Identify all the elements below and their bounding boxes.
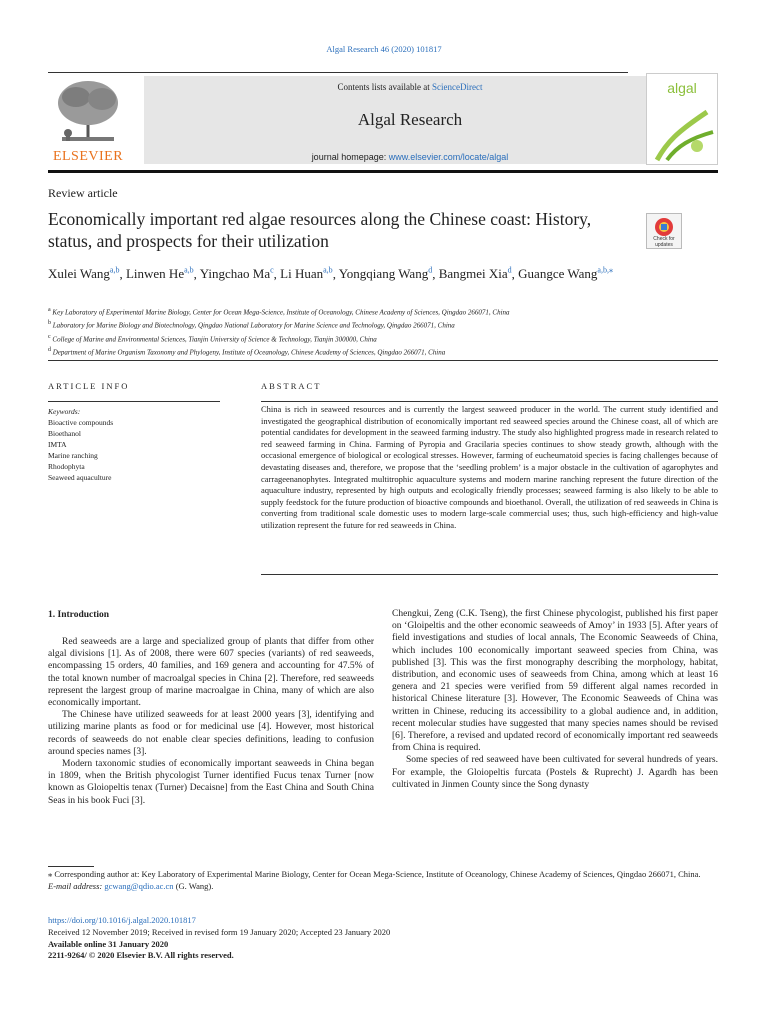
journal-title: Algal Research	[357, 110, 463, 129]
received-dates: Received 12 November 2019; Received in revised form 19 January 2020; Accepted 23 January 2020	[48, 926, 391, 937]
contents-prefix: Contents lists available at	[337, 82, 432, 92]
affiliation: $^a$ Key Laboratory of Experimental Marine Biology, Center for Ocean Mega-Science, Institute of Oceanology, Chinese Academy of Sciences, Qingdao 266071, China	[48, 307, 510, 317]
paragraph: The Chinese have utilized seaweeds for at least 2000 years [3], identifying and utilizing marine plants as food or for medicinal use [4]. However, most historical records of seaweeds do not enable clear species definitions, leading to confusion around species names [3].	[48, 710, 374, 757]
affiliation: $^d$ Department of Marine Organism Taxonomy and Phylogeny, Institute of Oceanology, Chinese Academy of Sciences, Qingdao 266071, China	[48, 346, 446, 357]
crossmark-label: Check for updates	[653, 236, 675, 248]
contents-available-line	[144, 82, 676, 92]
footnote	[48, 869, 718, 892]
body-column-left	[48, 636, 374, 807]
email-line	[48, 881, 718, 893]
paragraph: Chengkui, Zeng (C.K. Tseng), the first Chinese phycologist, published his first paper on ‘Gloipeltis and the other economic seaweeds of Amoy’ in 1933 [5]. After years of field investigations and studies of local annals, The Economic Seaweeds of China, which includes 100 economically important seaweed species from China, was published [3]. This was the first monography describing the morphology, habitat, distribution, and economic uses of seaweeds from China, among which at least 16 genera and 21 species were verified from 59 different algal names recorded in historical Chinese literature [3]. However, The Economic Seaweeds of China was written in Chinese, reducing its accessibility to a global audience and, in addition, recent molecular studies have suggested that many species names should be revised [6]. Therefore, a revised and updated record of economically important red seaweeds from China is required.	[392, 609, 718, 754]
author[interactable]: Guangce Wang$^{a,b,⁎}$	[518, 266, 613, 282]
author[interactable]: Bangmei Xia$^d$	[438, 266, 512, 282]
journal-panel	[144, 76, 676, 164]
keyword: Marine ranching	[48, 451, 98, 460]
journal-cover-thumbnail[interactable]	[646, 73, 718, 165]
copyright: 2211-9264/ © 2020 Elsevier B.V. All rights reserved.	[48, 950, 234, 961]
affiliations	[48, 305, 718, 358]
paragraph: Red seaweeds are a large and specialized group of plants that differ from other algal divisions [1]. As of 2008, there were 607 species (variants) of red seaweeds, encompassing 15 orders, 40 families, and 169 genera and accounting for 47.5% of the total known number of macroalgal species in China [2]. Therefore, red seaweeds represent the largest group of marine macroalgae in China, many of which are also economically important.	[48, 637, 374, 709]
author[interactable]: Li Huan$^{a,b}$	[280, 266, 333, 282]
author[interactable]: Yongqiang Wang$^d$	[338, 266, 433, 282]
keyword: Bioactive compounds	[48, 418, 114, 427]
abstract-bottom-rule	[261, 574, 718, 575]
available-online: Available online 31 January 2020	[48, 938, 169, 949]
sciencedirect-link[interactable]: ScienceDirect	[432, 82, 483, 92]
keyword: Seaweed aquaculture	[48, 473, 112, 482]
email-suffix: (G. Wang).	[173, 880, 214, 891]
homepage-prefix: journal homepage:	[311, 152, 389, 162]
article-type: Review article	[48, 186, 118, 200]
elsevier-logo	[48, 75, 128, 167]
homepage-link[interactable]: www.elsevier.com/locate/algal	[388, 152, 509, 162]
journal-homepage-line	[144, 152, 676, 162]
keywords-block	[48, 406, 220, 483]
paragraph: Some species of red seaweed have been cultivated for several hundreds of years. For example, the Gloiopeltis furcata (Postels & Ruprecht) J. Agardh has been cultivated in Jinmen County since the Song dynasty	[392, 755, 718, 790]
article-metadata	[48, 915, 718, 962]
author[interactable]: Xulei Wang$^{a,b}$	[48, 266, 120, 282]
article-info-rule	[48, 401, 220, 402]
keyword: Rhodophyta	[48, 462, 85, 471]
keyword: IMTA	[48, 440, 67, 449]
affiliation: $^c$ College of Marine and Environmental Sciences, Tianjin University of Science & Technology, Tianjin 300000, China	[48, 333, 377, 343]
elsevier-wordmark: ELSEVIER	[52, 149, 124, 164]
keywords-label: Keywords:	[48, 407, 81, 416]
cover-title: algal	[667, 80, 697, 96]
author[interactable]: Linwen He$^{a,b}$	[125, 266, 194, 282]
check-for-updates-badge[interactable]	[646, 213, 682, 249]
introduction-heading: 1. Introduction	[48, 610, 110, 620]
article-info-heading: ARTICLE INFO	[48, 381, 130, 391]
abstract-text: China is rich in seaweed resources and is currently the largest seaweed producer in the world. The current study identified and investigated the geographical distribution of economically important red seaweed species around the Chinese coast, all of which are potential candidates for development in the seaweed farming industry. The study also highlighted progress made in research related to red seaweed farming in China. Farming of Pyropia and Gracilaria species continues to show steady growth, although with the occasional emergence of biological or ecological stresses. However, farming of eucheumatoid species is facing challenges because of devastating diseases and, therefore, we propose that the ‘seedling problem’ is a major obstacle in the cultivation of agarophytes and carrageenanophytes. Integrated multitrophic aquaculture systems and modern marine ranching represent the future direction of the aquaculture industry, represented by high outputs and ecologically friendly processes; seaweed farming is also likely to be able to supply feedstock for the future production of bioactive compounds and bioethanol. Overall, the utilization of red seaweeds in China is converting from traditional scale domestic uses to modern large-scale commercial uses; thus, such high-efficiency and high-value utilization represent the future for red seaweeds in China.	[261, 404, 718, 530]
corresponding-author-note: ⁎ Corresponding author at: Key Laboratory of Experimental Marine Biology, Center for Ocean Mega-Science, Institute of Oceanology, Chinese Academy of Sciences, Qingdao 266071, China.	[48, 869, 701, 879]
article-title: Economically important red algae resources along the Chinese coast: History, status, and prospects for their utilization	[48, 209, 592, 251]
crossmark-icon	[647, 216, 681, 238]
abstract-rule	[261, 401, 718, 402]
header-rule-bottom	[48, 170, 718, 173]
section-rule	[48, 360, 718, 361]
paragraph: Modern taxonomic studies of economically important seaweeds in China began in 1809, when the British phycologist Turner identified Fucus tenax Turner [now known as Gloiopeltis tenax (Turner) Decaisne] from the East China and South China Seas in his book Fuci [3].	[48, 759, 374, 806]
keyword: Bioethanol	[48, 429, 81, 438]
author-list: Xulei Wang$^{a,b}$, Linwen He$^{a,b}$, Yingchao Ma$^c$, Li Huan$^{a,b}$, Yongqiang Wang$^d$, Bangmei Xia$^d$, Guangce Wang$^{a,b,⁎}$	[48, 266, 613, 282]
footnote-rule	[48, 866, 94, 867]
journal-header	[48, 73, 718, 173]
author[interactable]: Yingchao Ma$^c$	[199, 266, 274, 282]
body-column-right	[392, 608, 718, 791]
email-link[interactable]: gcwang@qdio.ac.cn	[104, 880, 174, 891]
affiliation: $^b$ Laboratory for Marine Biology and Biotechnology, Qingdao National Laboratory for Marine Science and Technology, Qingdao 266071, China	[48, 320, 455, 330]
doi-link[interactable]: https://doi.org/10.1016/j.algal.2020.101817	[48, 915, 196, 925]
abstract-heading: ABSTRACT	[261, 381, 322, 391]
email-label: E-mail address:	[48, 880, 105, 891]
journal-reference[interactable]: Algal Research 46 (2020) 101817	[326, 44, 442, 54]
